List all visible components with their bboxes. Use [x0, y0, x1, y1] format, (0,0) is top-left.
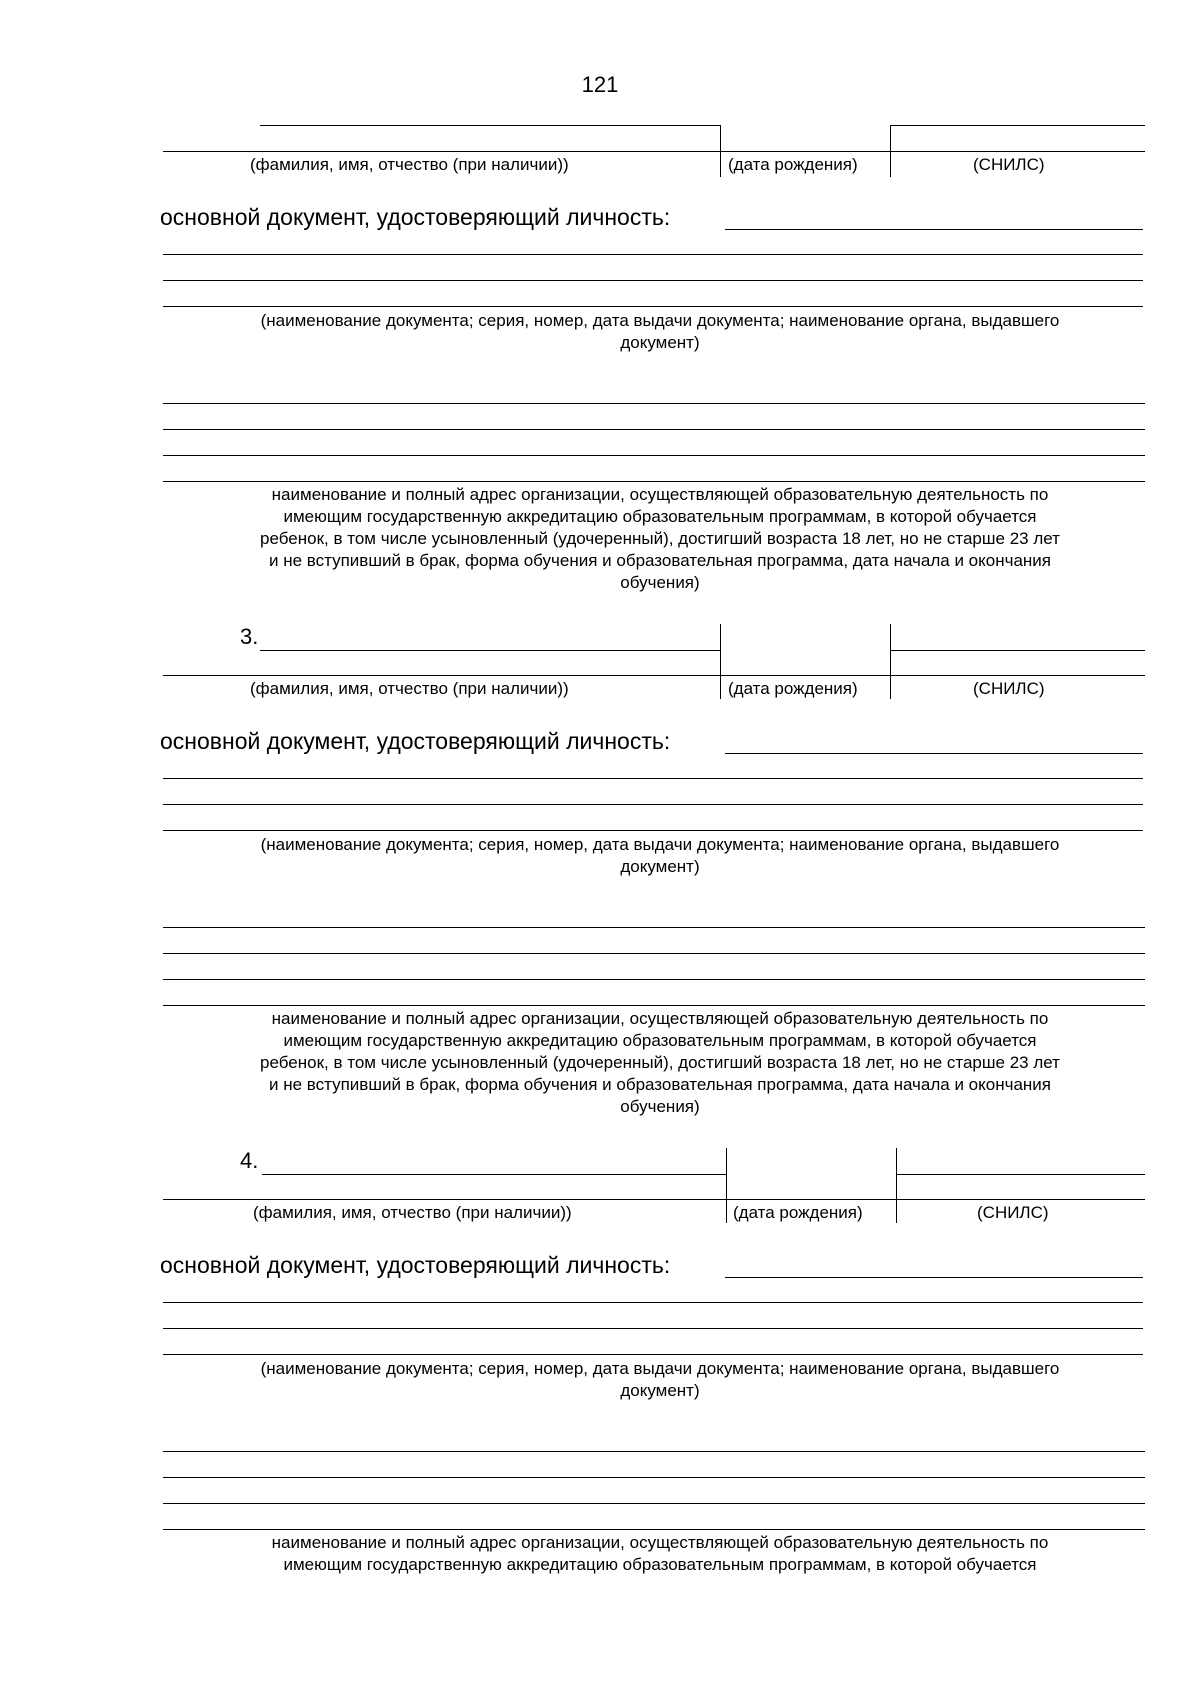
organization-line	[163, 979, 1145, 980]
fio-caption: (фамилия, имя, отчество (при наличии))	[253, 1203, 572, 1222]
organization-line	[163, 927, 1145, 928]
snils-caption: (СНИЛС)	[973, 679, 1045, 698]
id-document-line	[163, 1302, 1143, 1303]
fio-caption: (фамилия, имя, отчество (при наличии))	[250, 155, 569, 174]
id-document-label: основной документ, удостоверяющий личность:	[160, 1252, 671, 1278]
id-document-line	[163, 1354, 1143, 1355]
id-document-line	[163, 280, 1143, 281]
caption-line: документ)	[620, 1381, 700, 1400]
fio-line	[163, 1199, 1145, 1200]
section-number: 3.	[240, 624, 259, 649]
organization-line	[163, 429, 1145, 430]
column-divider	[726, 1148, 727, 1223]
id-document-line	[163, 830, 1143, 831]
fio-line-top	[262, 1174, 726, 1175]
birth-date-caption: (дата рождения)	[733, 1203, 863, 1222]
caption-line: документ)	[620, 857, 700, 876]
id-document-caption	[165, 310, 1155, 354]
snils-line-top	[890, 125, 1145, 126]
caption-line: (наименование документа; серия, номер, дата выдачи документа; наименование органа, выдавшего	[260, 1359, 1060, 1378]
id-document-caption	[165, 834, 1155, 878]
caption-line: обучения)	[620, 573, 700, 592]
caption-line: ребенок, в том числе усыновленный (удочеренный), достигший возраста 18 лет, но не старше 23 лет	[260, 1053, 1060, 1072]
fio-line	[163, 151, 1145, 152]
organization-line	[163, 1477, 1145, 1478]
organization-line	[163, 481, 1145, 482]
fio-line-top	[260, 125, 720, 126]
id-document-line	[163, 306, 1143, 307]
fio-caption: (фамилия, имя, отчество (при наличии))	[250, 679, 569, 698]
caption-line: имеющим государственную аккредитацию образовательным программам, в которой обучается	[283, 1555, 1037, 1574]
organization-line	[163, 1503, 1145, 1504]
page-number: 121	[581, 72, 619, 97]
column-divider	[890, 624, 891, 699]
id-document-label: основной документ, удостоверяющий личность:	[160, 728, 671, 754]
organization-line	[163, 1451, 1145, 1452]
organization-line	[163, 455, 1145, 456]
organization-line	[163, 953, 1145, 954]
id-document-caption	[165, 1358, 1155, 1402]
caption-line: (наименование документа; серия, номер, дата выдачи документа; наименование органа, выдавшего	[260, 311, 1060, 330]
birth-date-caption: (дата рождения)	[728, 679, 858, 698]
caption-line: и не вступивший в брак, форма обучения и образовательная программа, дата начала и окончания	[268, 1075, 1052, 1094]
id-document-line	[725, 753, 1143, 754]
snils-line-top	[896, 1174, 1145, 1175]
snils-caption: (СНИЛС)	[977, 1203, 1049, 1222]
column-divider	[896, 1148, 897, 1223]
caption-line: наименование и полный адрес организации, осуществляющей образовательную деятельность по	[271, 485, 1049, 504]
snils-caption: (СНИЛС)	[973, 155, 1045, 174]
organization-line	[163, 1005, 1145, 1006]
organization-line	[163, 403, 1145, 404]
caption-line: ребенок, в том числе усыновленный (удочеренный), достигший возраста 18 лет, но не старше 23 лет	[260, 529, 1060, 548]
id-document-line	[725, 229, 1143, 230]
fio-line-top	[260, 650, 720, 651]
section-number: 4.	[240, 1148, 259, 1173]
caption-line: наименование и полный адрес организации, осуществляющей образовательную деятельность по	[271, 1009, 1049, 1028]
caption-line: имеющим государственную аккредитацию образовательным программам, в которой обучается	[283, 507, 1037, 526]
id-document-line	[163, 254, 1143, 255]
id-document-line	[163, 1328, 1143, 1329]
column-divider	[720, 624, 721, 699]
id-document-line	[163, 778, 1143, 779]
id-document-label: основной документ, удостоверяющий личность:	[160, 204, 671, 230]
id-document-line	[163, 804, 1143, 805]
organization-caption	[165, 484, 1155, 594]
organization-caption	[165, 1532, 1155, 1576]
caption-line: имеющим государственную аккредитацию образовательным программам, в которой обучается	[283, 1031, 1037, 1050]
caption-line: документ)	[620, 333, 700, 352]
caption-line: обучения)	[620, 1097, 700, 1116]
caption-line: и не вступивший в брак, форма обучения и образовательная программа, дата начала и окончания	[268, 551, 1052, 570]
birth-date-caption: (дата рождения)	[728, 155, 858, 174]
snils-line-top	[890, 650, 1145, 651]
caption-line: (наименование документа; серия, номер, дата выдачи документа; наименование органа, выдавшего	[260, 835, 1060, 854]
caption-line: наименование и полный адрес организации, осуществляющей образовательную деятельность по	[271, 1533, 1049, 1552]
fio-line	[163, 675, 1145, 676]
organization-caption	[165, 1008, 1155, 1118]
id-document-line	[725, 1277, 1143, 1278]
organization-line	[163, 1529, 1145, 1530]
